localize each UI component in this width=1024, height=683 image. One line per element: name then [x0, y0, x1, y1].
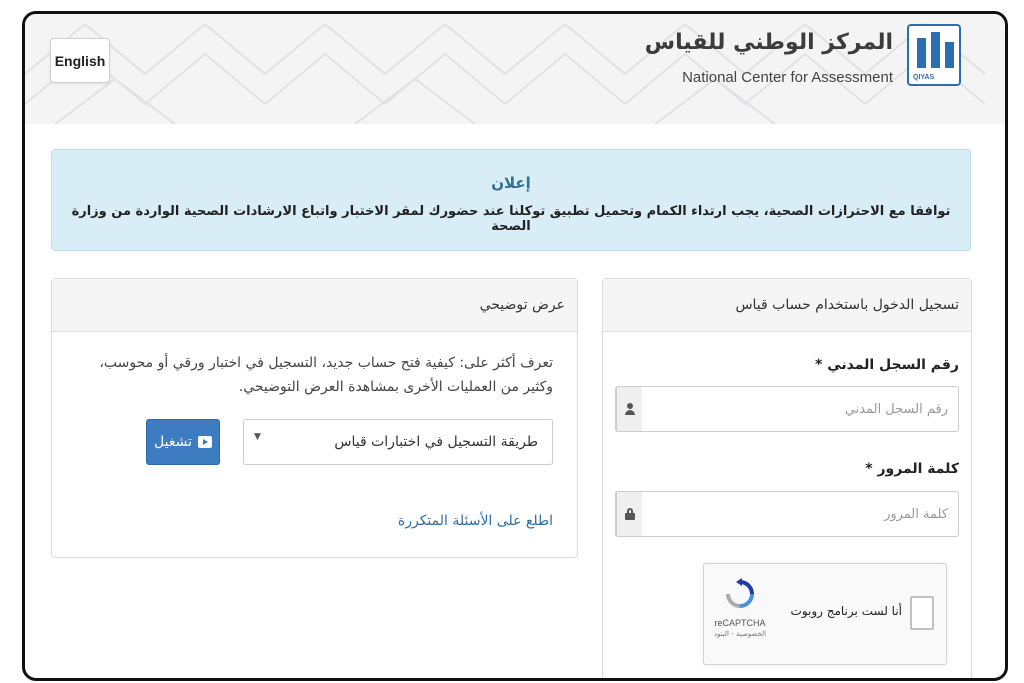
logo-bar: [945, 42, 954, 68]
browser-frame: [22, 11, 1008, 681]
national-id-field[interactable]: [615, 386, 959, 432]
english-language-button[interactable]: English: [50, 38, 110, 83]
user-icon-addon: [616, 387, 642, 431]
qiyas-logo[interactable]: [907, 24, 961, 86]
national-id-label: رقم السجل المدني *: [815, 357, 959, 373]
password-field[interactable]: [615, 491, 959, 537]
announcement-title: إعلان: [491, 174, 531, 192]
org-name-english: National Center for Assessment: [682, 69, 893, 86]
recaptcha-brand-name: reCAPTCHA: [714, 618, 766, 628]
faq-link[interactable]: اطلع على الأسئلة المتكررة: [397, 513, 553, 529]
login-panel: [602, 278, 972, 681]
recaptcha-brand: [712, 578, 768, 638]
national-id-input[interactable]: [642, 387, 958, 431]
recaptcha-logo-icon: [724, 578, 756, 610]
password-input[interactable]: [642, 492, 958, 536]
recaptcha-widget: [703, 563, 947, 665]
demo-panel: [51, 278, 578, 558]
announcement-alert: [51, 149, 971, 251]
logo-bar: [917, 38, 926, 68]
org-name-arabic: المركز الوطني للقياس: [644, 30, 893, 55]
recaptcha-privacy-links[interactable]: الخصوصية - البنود: [713, 630, 767, 638]
lock-icon-addon: [616, 492, 642, 536]
play-demo-button[interactable]: [146, 419, 220, 465]
logo-tag: QIYAS: [913, 74, 935, 81]
recaptcha-label: أنا لست برنامج روبوت: [790, 604, 902, 618]
demo-description: تعرف أكثر على: كيفية فتح حساب جديد، التسجيل في اختبار ورقي أو محوسب، وكثير من العمليات الأخرى بمشاهدة العرض التوضيحي.: [99, 355, 553, 395]
login-panel-heading: تسجيل الدخول باستخدام حساب قياس: [603, 279, 971, 332]
user-icon: [625, 403, 635, 415]
demo-select[interactable]: [243, 419, 553, 465]
play-icon: [198, 436, 212, 448]
play-button-label: تشغيل: [154, 434, 192, 450]
chevron-down-icon: ▼: [254, 432, 261, 442]
demo-panel-heading: عرض توضيحي: [52, 279, 577, 332]
recaptcha-checkbox[interactable]: [910, 596, 934, 630]
announcement-message: توافقا مع الاحترازات الصحية، يجب ارتداء الكمام وتحميل تطبيق توكلنا عند حضورك لمقر الاختبار واتباع الارشادات الصحية الواردة من وزارة الصحة: [71, 204, 951, 234]
lock-icon: [625, 508, 635, 520]
logo-bar: [931, 32, 940, 68]
demo-select-value: طريقة التسجيل في اختبارات قياس: [334, 434, 538, 450]
site-header: [25, 14, 1005, 124]
password-label: كلمة المرور *: [865, 461, 959, 477]
